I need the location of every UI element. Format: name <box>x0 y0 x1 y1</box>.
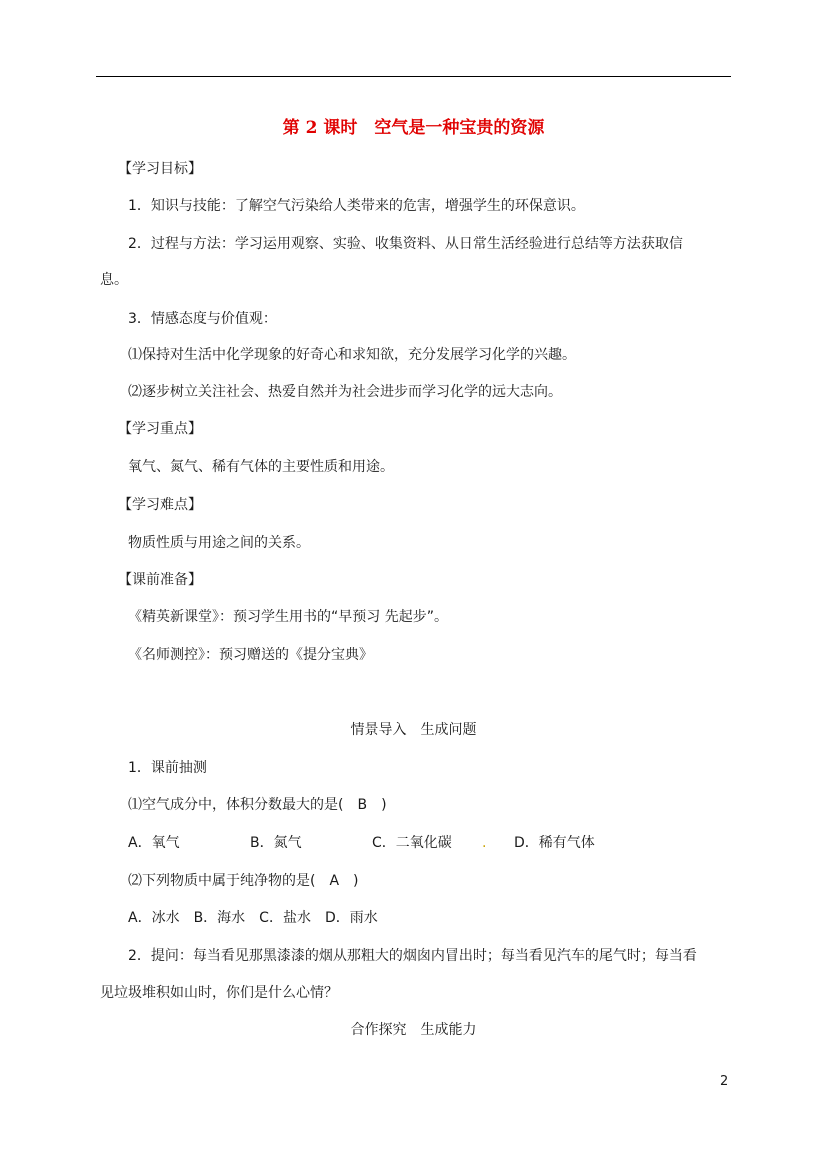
q1-option-c: C．二氧化碳 <box>372 835 452 851</box>
section-heading-cooperation: 合作探究 生成能力 <box>350 1022 477 1038</box>
objective-item-3-sub-2: ⑵逐步树立关注社会、热爱自然并为社会进步而学习化学的远大志向。 <box>128 384 562 400</box>
difficulties-heading: 【学习难点】 <box>118 497 202 513</box>
key-points-heading: 【学习重点】 <box>118 421 202 437</box>
objective-item-1: 1．知识与技能：了解空气污染给人类带来的危害，增强学生的环保意识。 <box>128 198 585 214</box>
q2-options: A．冰水 B．海水 C．盐水 D．雨水 <box>128 910 378 926</box>
key-points-text: 氧气、氮气、稀有气体的主要性质和用途。 <box>128 459 394 475</box>
preparation-line-1: 《精英新课堂》：预习学生用书的“早预习 先起步”。 <box>128 609 448 625</box>
question-2: ⑵下列物质中属于纯净物的是( A ) <box>128 873 359 889</box>
preparation-heading: 【课前准备】 <box>118 572 202 588</box>
prompt-line-1: 2．提问：每当看见那黑漆漆的烟从那粗大的烟囱内冒出时；每当看见汽车的尾气时；每当看 <box>128 948 697 964</box>
header-rule <box>96 76 731 77</box>
objectives-heading: 【学习目标】 <box>118 161 202 177</box>
objective-item-2-line-2: 息。 <box>100 272 128 288</box>
page-number: 2 <box>720 1074 729 1089</box>
lesson-title: 第 2 课时 空气是一种宝贵的资源 <box>282 118 545 138</box>
stray-dot-mark: . <box>482 835 487 851</box>
objective-item-3-sub-1: ⑴保持对生活中化学现象的好奇心和求知欲，充分发展学习化学的兴趣。 <box>128 347 576 363</box>
section-heading-scenario: 情景导入 生成问题 <box>350 722 477 738</box>
pretest-label: 1．课前抽测 <box>128 760 207 776</box>
difficulties-text: 物质性质与用途之间的关系。 <box>128 535 310 551</box>
objective-item-2-line-1: 2．过程与方法：学习运用观察、实验、收集资料、从日常生活经验进行总结等方法获取信 <box>128 236 683 252</box>
q1-option-b: B．氮气 <box>250 835 302 851</box>
preparation-line-2: 《名师测控》：预习赠送的《提分宝典》 <box>128 647 373 663</box>
prompt-line-2: 见垃圾堆积如山时，你们是什么心情？ <box>100 985 338 1001</box>
q1-option-a: A．氧气 <box>128 835 180 851</box>
objective-item-3: 3．情感态度与价值观： <box>128 311 277 327</box>
q1-option-d: D．稀有气体 <box>514 835 595 851</box>
question-1: ⑴空气成分中，体积分数最大的是( B ) <box>128 797 387 813</box>
